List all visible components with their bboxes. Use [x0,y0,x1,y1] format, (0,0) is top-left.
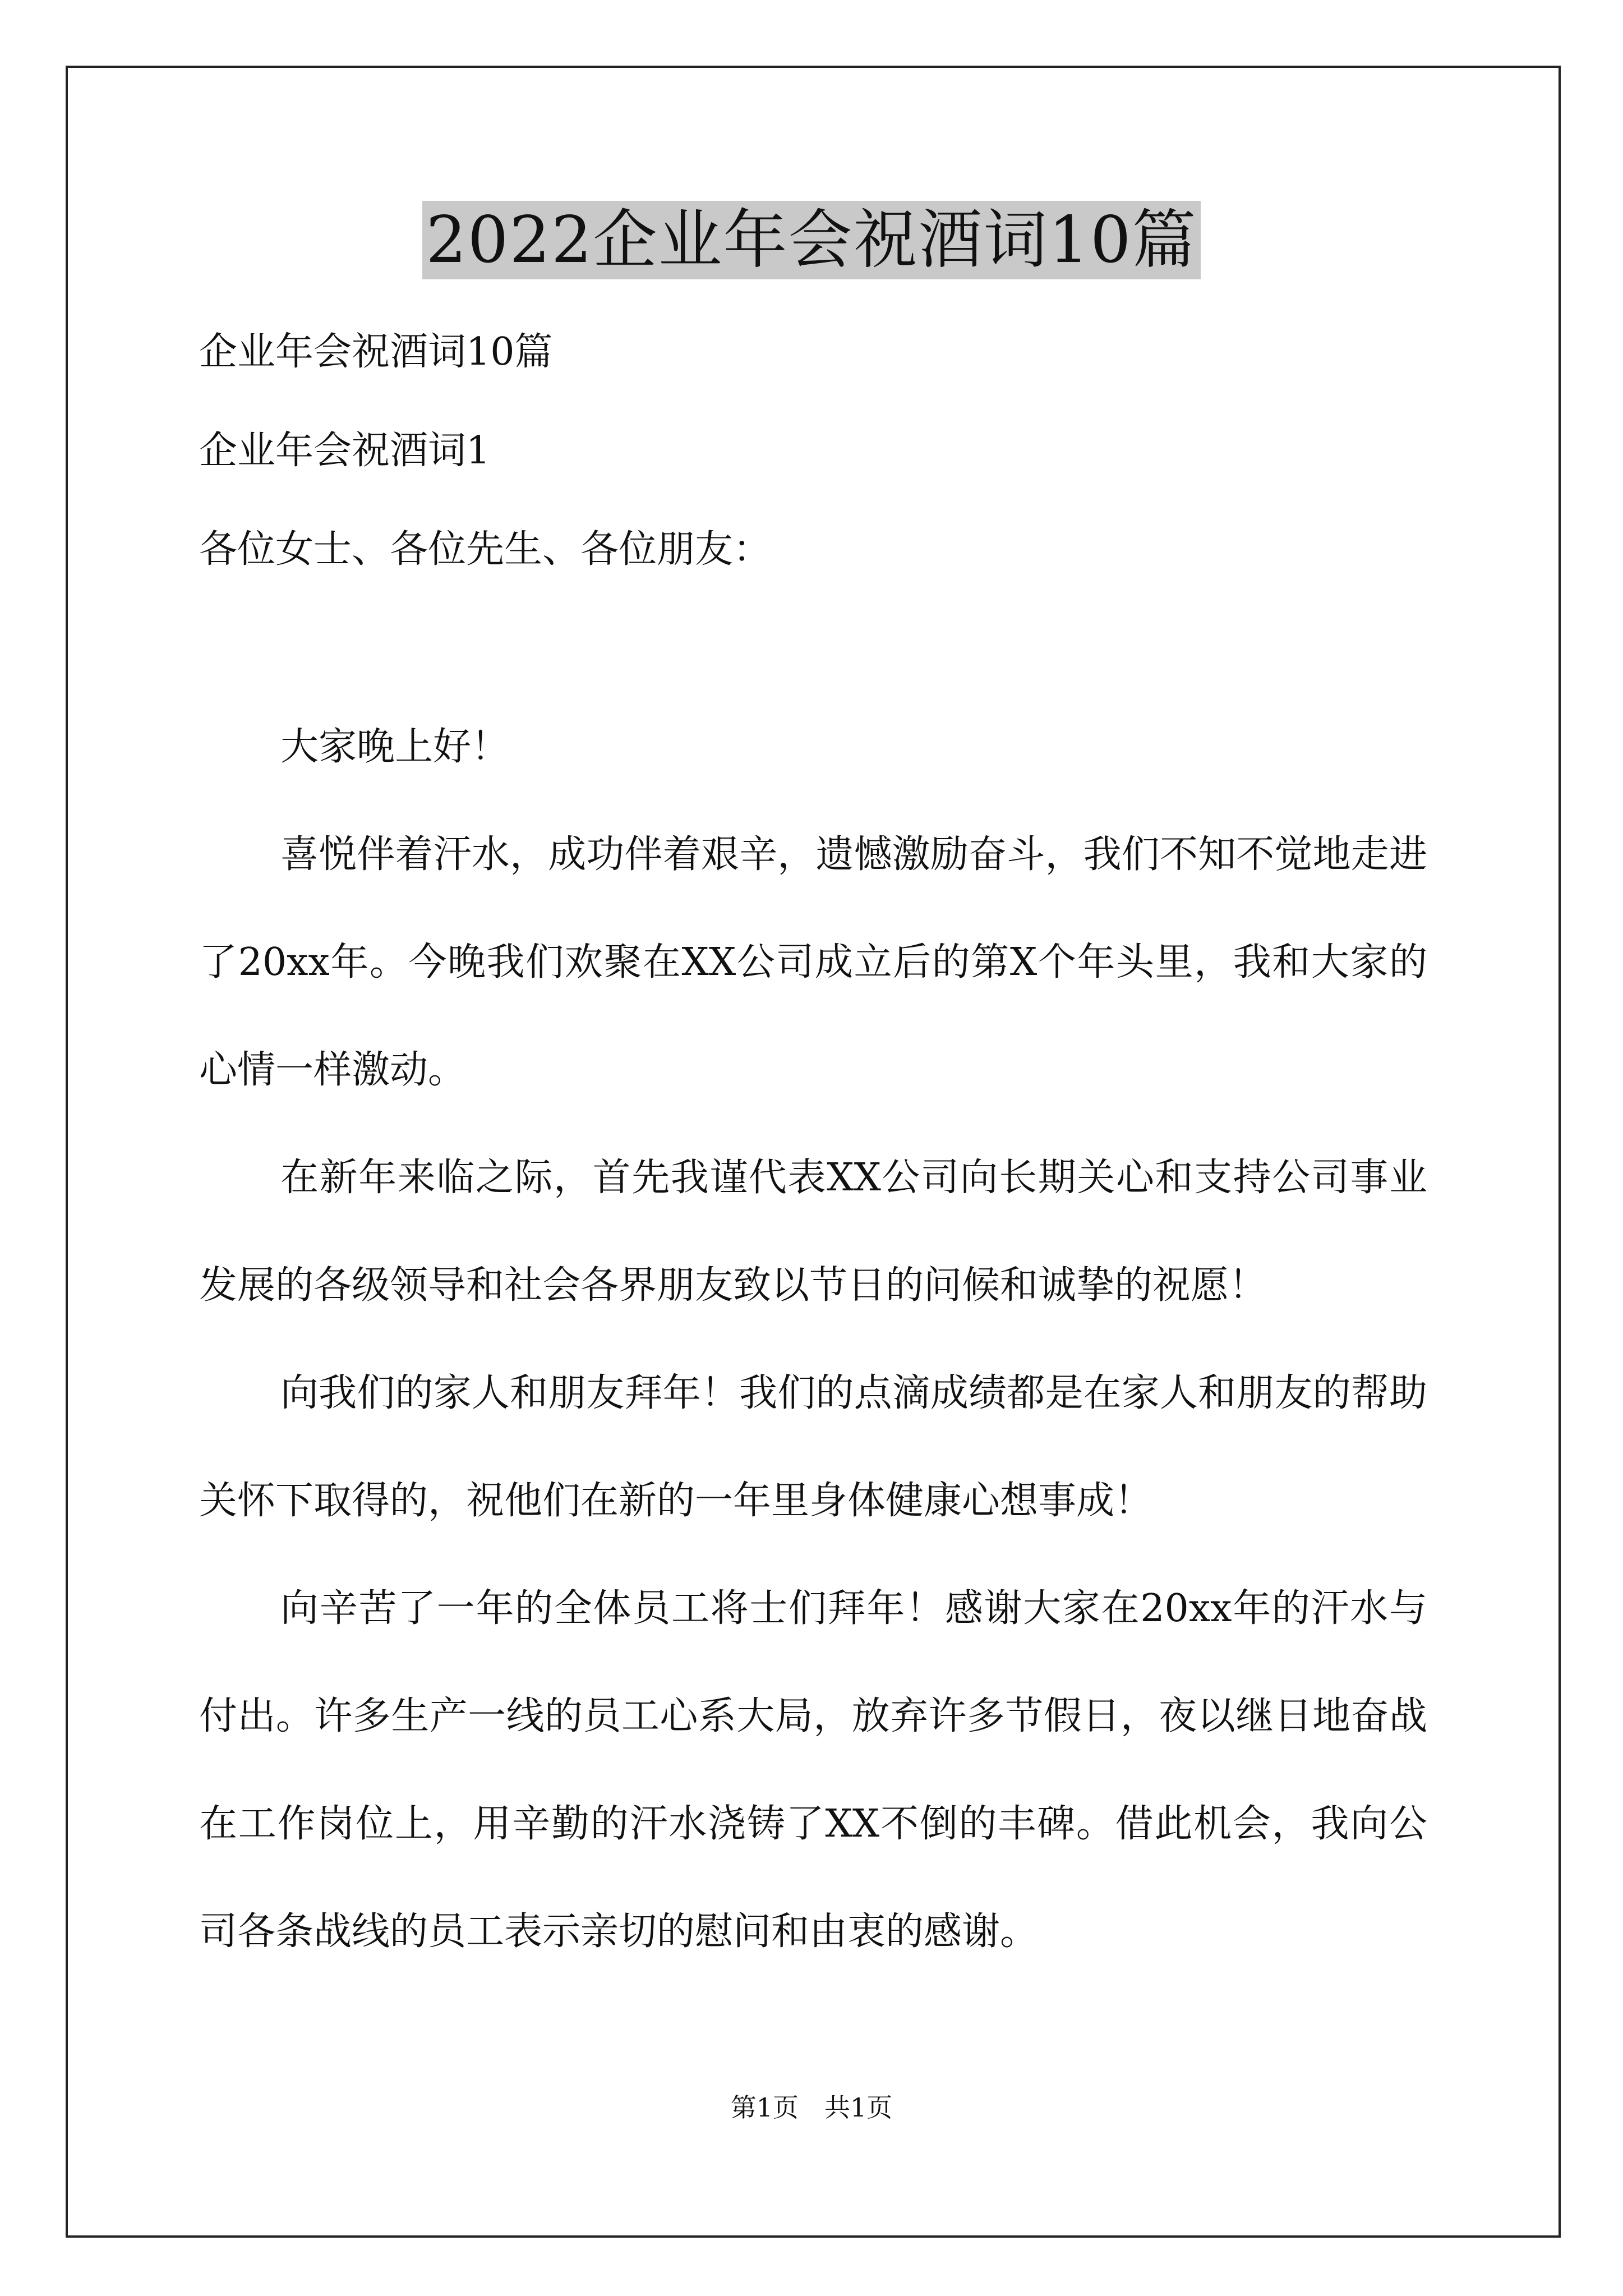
paragraph: 在新年来临之际，首先我谨代表XX公司向长期关心和支持公司事业发展的各级领导和社会各界朋友致以节日的问候和诚挚的祝愿！ [199,1156,1427,1308]
paragraph-greeting: 大家晚上好！ [280,725,510,769]
salutation: 各位女士、各位先生、各位朋友： [199,527,772,572]
paragraph: 喜悦伴着汗水，成功伴着艰辛，遗憾激励奋斗，我们不知不觉地走进了20xx年。今晚我们欢聚在XX公司成立后的第X个年头里，我和大家的心情一样激动。 [199,832,1427,1092]
blank-line [199,599,1427,696]
section-heading: 企业年会祝酒词1 [199,429,491,473]
paragraph: 向我们的家人和朋友拜年！我们的点滴成绩都是在家人和朋友的帮助关怀下取得的，祝他们在新的一年里身体健康心想事成！ [199,1371,1427,1523]
title-container [0,201,1623,279]
document-title: 2022企业年会祝酒词10篇 [422,201,1200,279]
paragraph: 向辛苦了一年的全体员工将士们拜年！感谢大家在20xx年的汗水与付出。许多生产一线的员工心系大局，放弃许多节假日，夜以继日地奋战在工作岗位上，用辛勤的汗水浇铸了XX不倒的丰碑。借此机会，我向公司各条战线的员工表示亲切的慰问和由衷的感谢。 [199,1586,1427,1954]
page-footer: 第1页 共1页 [730,2092,893,2123]
document-subtitle: 企业年会祝酒词10篇 [199,330,553,374]
document-body [199,303,1427,1986]
